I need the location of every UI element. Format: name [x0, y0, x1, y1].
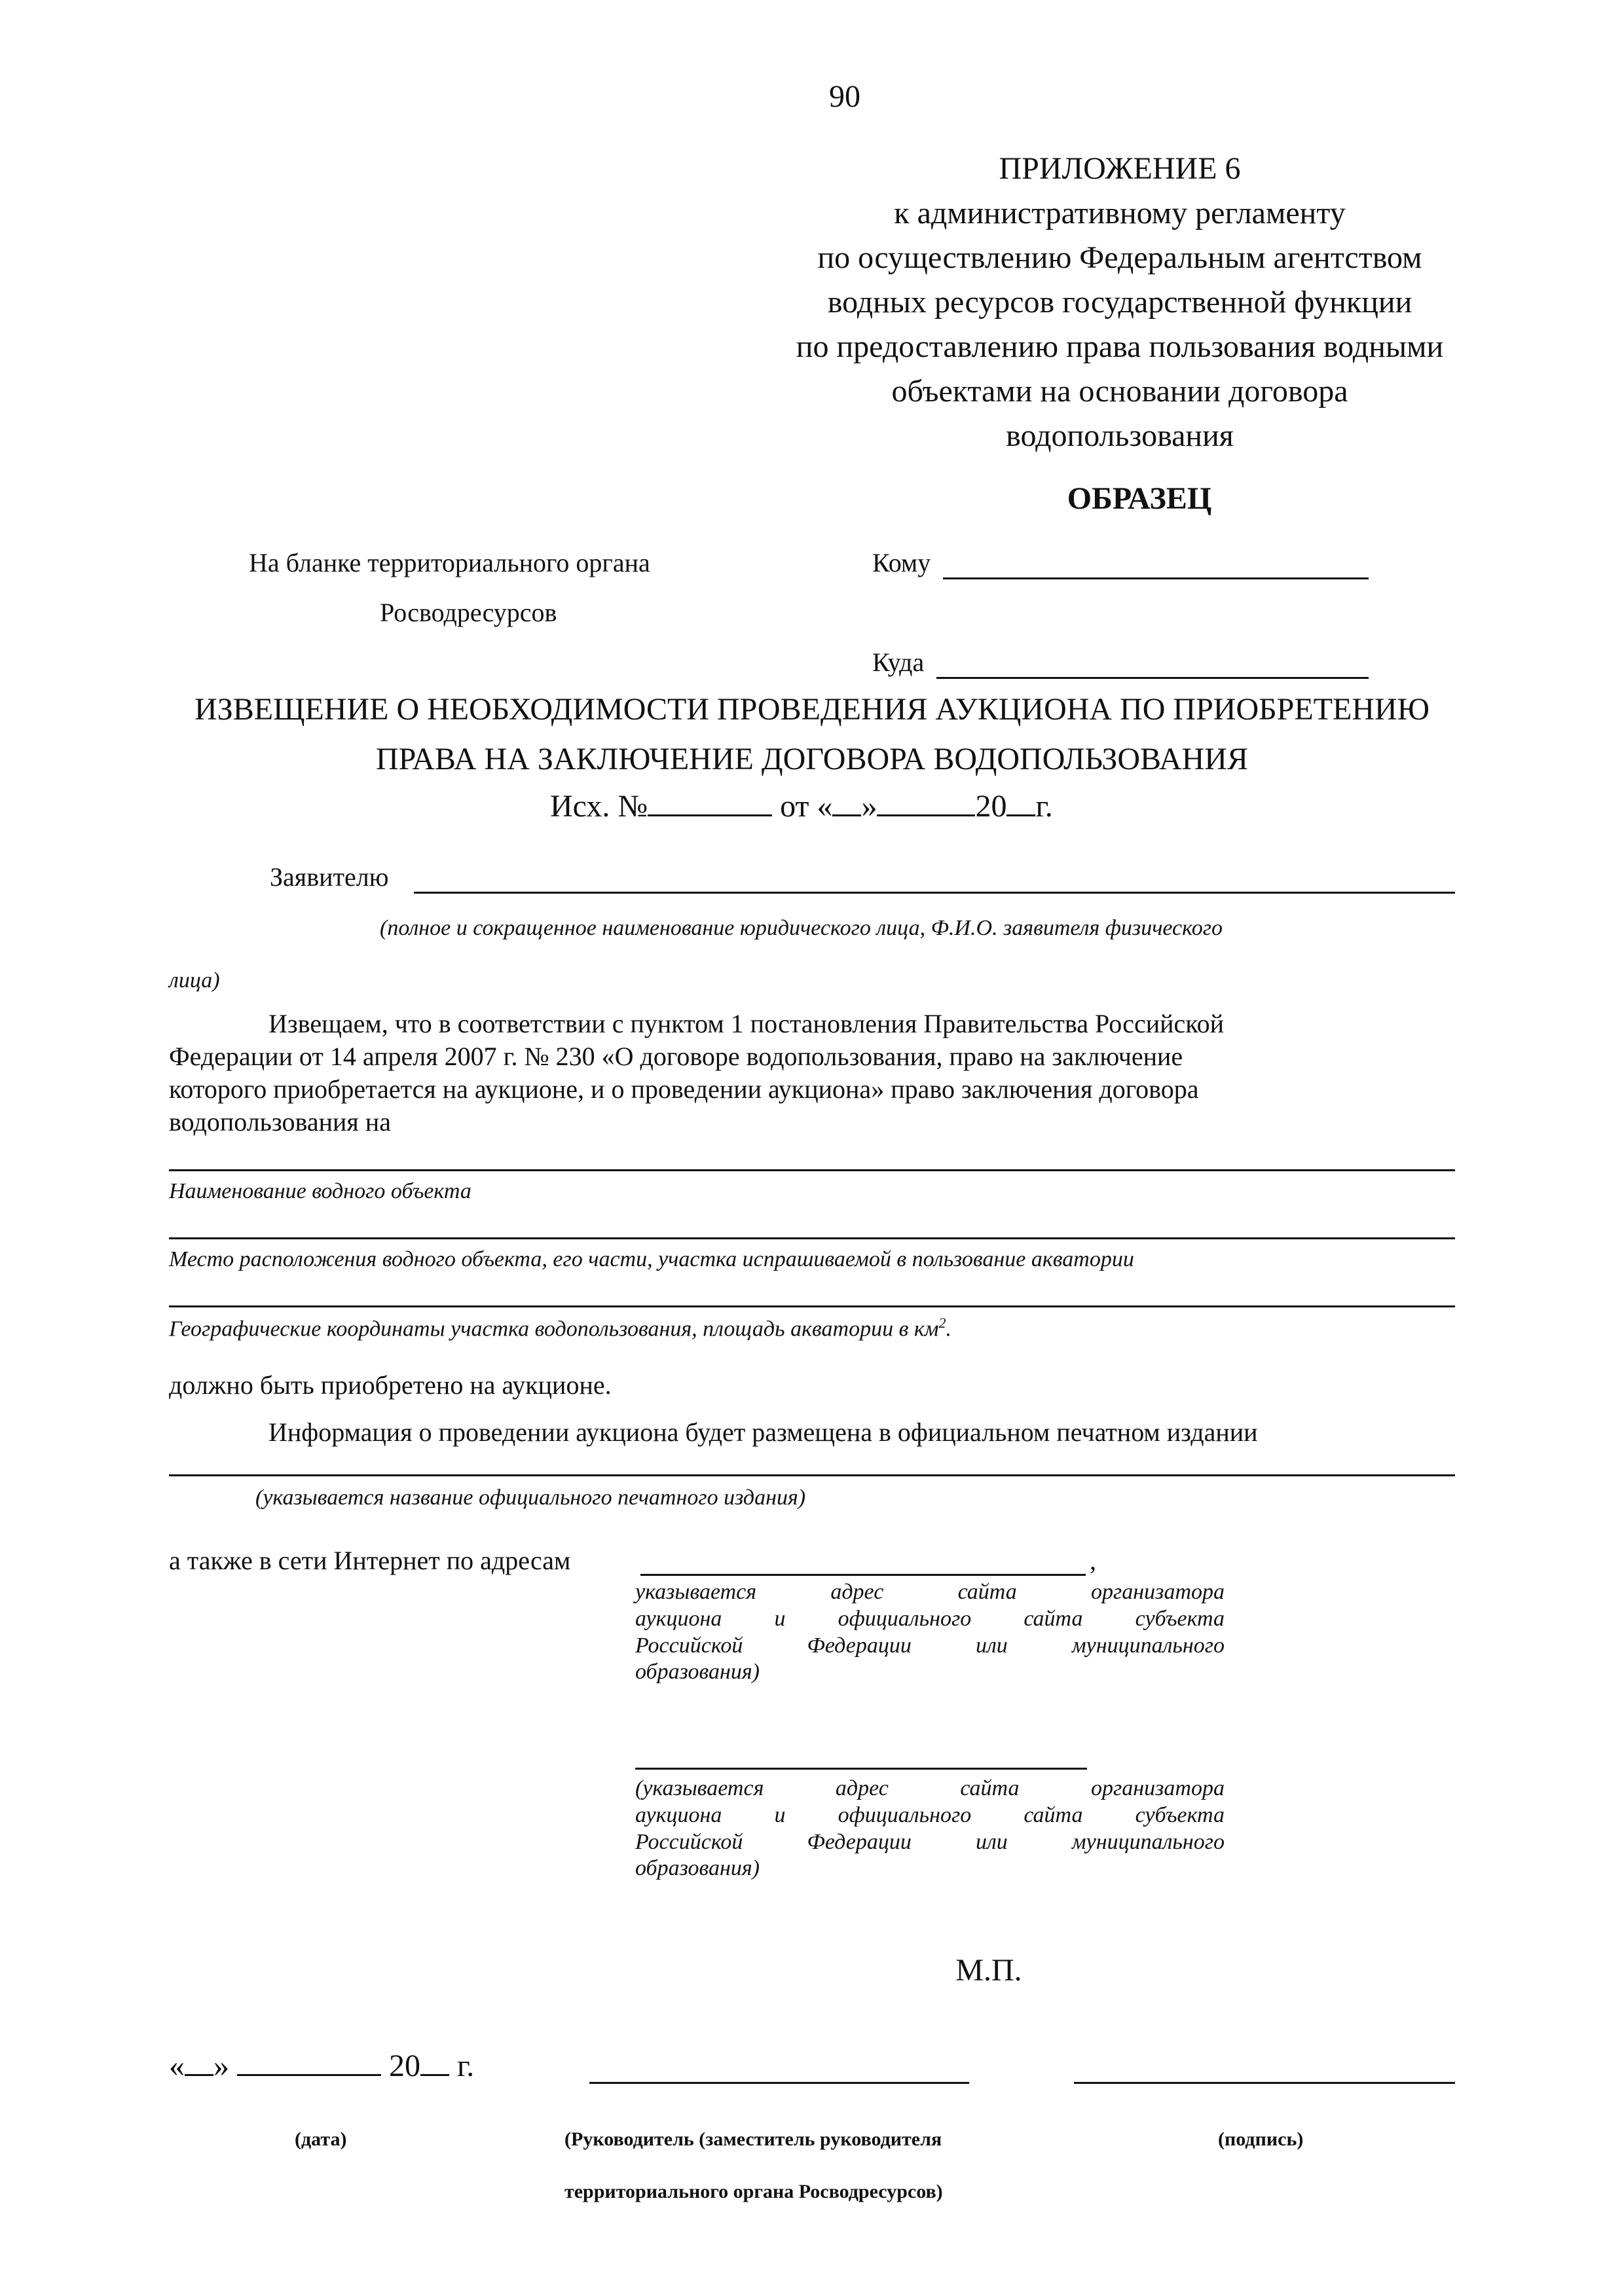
- body-p1-line-1: Извещаем, что в соответствии с пунктом 1 постановления Правительства Российской: [268, 1009, 1225, 1038]
- body-p1-line-2: Федерации от 14 апреля 2007 г. № 230 «О договоре водопользования, право на заключение: [169, 1042, 1183, 1071]
- where-field-line[interactable]: [936, 677, 1369, 679]
- footer-year: 20: [389, 2049, 420, 2083]
- signature-caption: (подпись): [1218, 2128, 1304, 2150]
- ref-year: 20: [975, 789, 1007, 824]
- internet-label: а также в сети Интернет по адресам: [169, 1546, 571, 1575]
- reference-line: [550, 787, 1053, 826]
- applicant-hint-line-2: лица): [169, 968, 220, 993]
- site-hint-1-line-3: Российской Федерации или муниципального: [635, 1633, 1225, 1658]
- footer-date-open: «: [169, 2049, 185, 2083]
- coordinates-caption-text: Географические координаты участка водопользования, площадь акватории в км: [169, 1317, 939, 1341]
- internet-comma: ,: [1090, 1546, 1096, 1575]
- publication-line[interactable]: [169, 1474, 1455, 1476]
- letterhead-line-1: На бланке территориального органа: [249, 548, 650, 577]
- body-p3: Информация о проведении аукциона будет размещена в официальном печатном издании: [268, 1417, 1258, 1447]
- letterhead-line-2: Росводресурсов: [380, 598, 557, 627]
- applicant-label: Заявителю: [270, 862, 389, 892]
- site-hint-2-line-3: Российской Федерации или муниципального: [635, 1829, 1225, 1854]
- appendix-line-6: водопользования: [1006, 418, 1234, 453]
- where-label: Куда: [872, 647, 925, 677]
- appendix-line-4: по предоставлению права пользования водными: [796, 329, 1444, 364]
- page-number: 90: [829, 79, 860, 114]
- publication-hint: (указывается название официального печатного издания): [255, 1485, 806, 1510]
- head-caption-line-1: (Руководитель (заместитель руководителя: [564, 2128, 942, 2150]
- ref-quote: »: [861, 789, 877, 824]
- ref-prefix: Исх. №: [550, 789, 648, 824]
- coordinates-caption-sup: 2: [938, 1315, 946, 1331]
- stamp-place: М.П.: [955, 1953, 1022, 1988]
- coordinates-caption-end: .: [946, 1317, 951, 1341]
- body-p1-line-4: водопользования на: [169, 1107, 391, 1137]
- notice-title-line-2: ПРАВА НА ЗАКЛЮЧЕНИЕ ДОГОВОРА ВОДОПОЛЬЗОВАНИЯ: [376, 742, 1248, 776]
- water-object-name-caption: Наименование водного объекта: [169, 1179, 471, 1203]
- head-caption-line-2: территориального органа Росводресурсов): [564, 2181, 943, 2202]
- footer-date: [169, 2047, 474, 2086]
- site-hint-2-line-2: аукциона и официального сайта субъекта: [635, 1802, 1225, 1827]
- site-address-line-2[interactable]: [635, 1768, 1087, 1770]
- appendix-block: [747, 149, 1493, 456]
- site-hint-2: [635, 1776, 1225, 1882]
- footer-date-close: »: [213, 2049, 229, 2083]
- ref-g: г.: [1035, 789, 1053, 824]
- ref-day-field[interactable]: [832, 788, 861, 816]
- site-hint-2-line-1: (указывается адрес сайта организатора: [635, 1776, 1225, 1800]
- appendix-line-3: водных ресурсов государственной функции: [827, 285, 1412, 319]
- body-p2: должно быть приобретено на аукционе.: [169, 1370, 612, 1400]
- water-object-location-caption: Место расположения водного объекта, его части, участка испрашиваемой в пользование акватории: [169, 1247, 1134, 1271]
- site-address-line-1[interactable]: [640, 1574, 1086, 1576]
- date-caption: (дата): [295, 2128, 347, 2150]
- applicant-hint-line-1: (полное и сокращенное наименование юридического лица, Ф.И.О. заявителя физического: [380, 916, 1223, 940]
- to-label: Кому: [872, 548, 931, 577]
- body-p1-line-3: которого приобретается на аукционе, и о проведении аукциона» право заключения договора: [169, 1074, 1199, 1104]
- sample-label: ОБРАЗЕЦ: [1067, 481, 1212, 516]
- to-field-line[interactable]: [943, 577, 1369, 579]
- water-object-location-line[interactable]: [169, 1237, 1455, 1239]
- appendix-line-1: к административному регламенту: [894, 196, 1346, 230]
- footer-day-field[interactable]: [185, 2048, 213, 2076]
- appendix-line-5: объектами на основании договора: [891, 374, 1348, 409]
- coordinates-line[interactable]: [169, 1305, 1455, 1307]
- ref-month-field[interactable]: [877, 788, 975, 816]
- site-hint-1-line-2: аукциона и официального сайта субъекта: [635, 1606, 1225, 1631]
- site-hint-1-line-4: образования): [635, 1660, 760, 1685]
- ref-year-field[interactable]: [1006, 788, 1035, 816]
- site-hint-2-line-4: образования): [635, 1856, 760, 1881]
- water-object-name-line[interactable]: [169, 1169, 1455, 1171]
- appendix-line-2: по осуществлению Федеральным агентством: [817, 240, 1422, 275]
- ref-from: от «: [780, 789, 833, 824]
- applicant-field-line[interactable]: [414, 892, 1455, 894]
- footer-g: г.: [457, 2049, 475, 2083]
- site-hint-1: [635, 1579, 1225, 1686]
- ref-number-field[interactable]: [648, 788, 772, 816]
- appendix-title: ПРИЛОЖЕНИЕ 6: [999, 151, 1241, 186]
- head-name-line[interactable]: [589, 2082, 969, 2084]
- notice-title-line-1: ИЗВЕЩЕНИЕ О НЕОБХОДИМОСТИ ПРОВЕДЕНИЯ АУКЦИОНА ПО ПРИОБРЕТЕНИЮ: [194, 692, 1430, 727]
- footer-month-field[interactable]: [237, 2048, 381, 2076]
- footer-year-field[interactable]: [420, 2048, 449, 2076]
- site-hint-1-line-1: указывается адрес сайта организатора: [635, 1580, 1225, 1604]
- signature-line[interactable]: [1074, 2082, 1455, 2084]
- coordinates-caption: [169, 1315, 951, 1343]
